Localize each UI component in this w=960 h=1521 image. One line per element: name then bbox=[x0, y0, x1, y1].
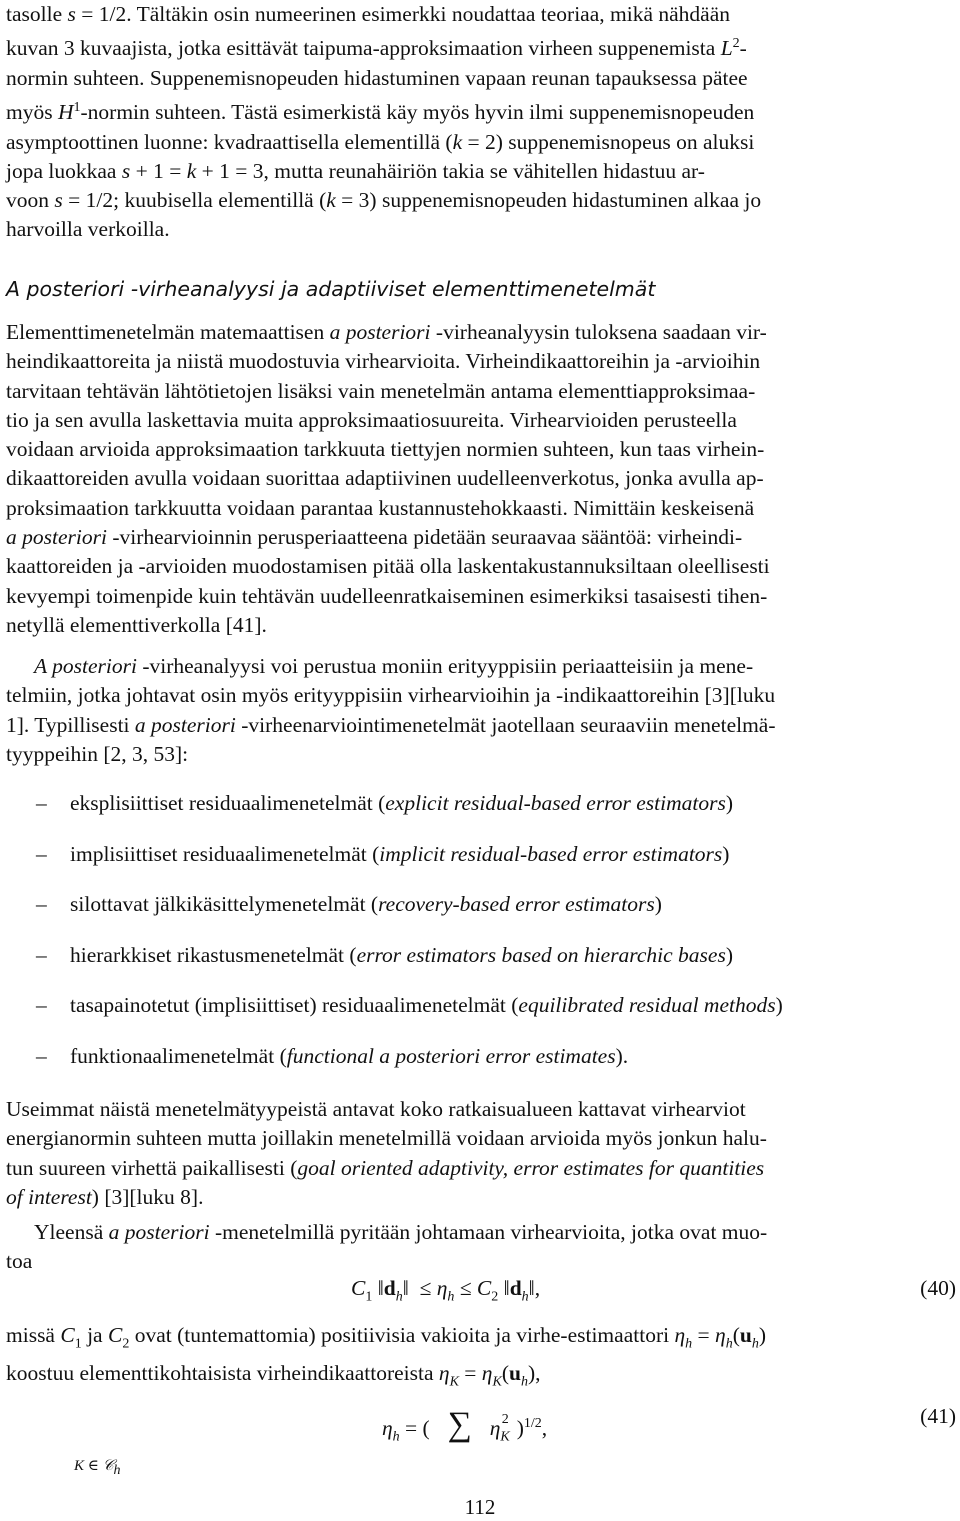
equation-body: $C_1$ $‖d_h‖ \le \eta_h \le C_2$ $‖d_h‖$, bbox=[351, 1276, 541, 1305]
list-item: – hierarkkiset rikastusmenetelmät (error estimators based on hierarchic bases) bbox=[36, 942, 734, 967]
page-number: 112 bbox=[464, 1495, 496, 1519]
equation-number: (41) bbox=[920, 1404, 956, 1428]
text-line: asymptoottinen luonne: kvadraattisella elementillä (k = 2) suppenemisnopeus on aluksi bbox=[6, 129, 755, 154]
method-list bbox=[36, 790, 956, 1094]
text-line: Elementtimenetelmän matemaattisen a posteriori -virheanalyysin tuloksena saadaan vir- bbox=[6, 320, 767, 344]
equation-40 bbox=[6, 1272, 956, 1312]
text-line: energianormin suhteen mutta joillakin menetelmillä voidaan arvioida myös jonkun halu- bbox=[6, 1126, 767, 1151]
paragraph-intro bbox=[6, 0, 956, 245]
equation-body: $\eta_h$ = ( ∑ $\eta_K^2$ )$^{1/2}$, bbox=[382, 1406, 548, 1445]
sum-subscript: K ∈ 𝒞$_h$ bbox=[74, 1458, 121, 1478]
list-item: – tasapainotetut (implisiittiset) residuaalimenetelmät (equilibrated residual methods) bbox=[36, 993, 783, 1018]
equation-number: (40) bbox=[920, 1276, 956, 1300]
text-line: voidaan arvioida approksimaation tarkkuuta tiettyjen normien suhteen, kun taas virhein- bbox=[6, 437, 765, 462]
text-line: Yleensä a posteriori -menetelmillä pyritään johtamaan virhearvioita, jotka ovat muo- bbox=[34, 1220, 768, 1244]
text-line: koostuu elementtikohtaisista virheindikaattoreista $\eta_K = \eta_K(u_h)$, bbox=[6, 1360, 541, 1389]
text-line: telmiin, jotka johtavat osin myös erityyppisiin virhearvioihin ja -indikaattoreihin [3][luku bbox=[6, 683, 776, 708]
text-line: kuvan 3 kuvaajista, jotka esittävät taipuma-approksimaation virheen suppenemista $L^2-$ bbox=[6, 36, 747, 61]
paragraph-energy-norm bbox=[6, 1095, 956, 1212]
paragraph-a-posteriori bbox=[6, 318, 956, 640]
text-line: toa bbox=[6, 1249, 33, 1274]
list-item: – eksplisiittiset residuaalimenetelmät (explicit residual-based error estimators) bbox=[36, 791, 734, 815]
text-line: of interest) [3][luku 8]. bbox=[6, 1184, 204, 1209]
text-line: kaattoreiden ja -arvioiden muodostamisen pitää olla laskentakustannuksiltaan oleellisesti bbox=[6, 554, 770, 579]
text-line: kevyempi toimenpide kuin tehtävän uudelleenratkaiseminen esimerkiksi tasaisesti tihen- bbox=[6, 583, 768, 608]
text-line: normin suhteen. Suppenemisnopeuden hidastuminen vapaan reunan tapauksessa pätee bbox=[6, 65, 748, 90]
text-line: dikaattoreiden avulla voidaan suorittaa adaptiivinen uudelleenverkotus, jonka avulla ap- bbox=[6, 466, 764, 491]
text-line: tio ja sen avulla laskettavia muita approksimaatiosuureita. Virhearvioiden perusteella bbox=[6, 407, 737, 432]
text-line: a posteriori -virhearvioinnin perusperiaatteena pidetään seuraavaa sääntöä: virheindi- bbox=[6, 525, 743, 550]
text-line: missä $C_1$ ja $C_2$ ovat (tuntemattomia) positiivisia vakioita ja virhe-estimaattori $\eta_h = \eta_h(u_h)$ bbox=[6, 1323, 766, 1352]
text-line: proksimaation tarkkuutta voidaan parantaa kustannustehokkaasti. Nimittäin keskeisenä bbox=[6, 495, 755, 520]
list-item: – implisiittiset residuaalimenetelmät (implicit residual-based error estimators) bbox=[36, 841, 730, 866]
text-line: A posteriori -virheanalyysi voi perustua moniin erityyppisiin periaatteisiin ja mene- bbox=[34, 654, 754, 678]
text-line: voon s = 1/2; kuubisella elementillä (k = 3) suppenemisnopeuden hidastuminen alkaa jo bbox=[6, 188, 762, 213]
text-line: netyllä elementtiverkolla [41]. bbox=[6, 612, 267, 637]
text-line: tun suureen virhettä paikallisesti (goal oriented adaptivity, error estimates for quantities bbox=[6, 1155, 765, 1180]
text-line: Useimmat näistä menetelmätyypeistä antavat koko ratkaisualueen kattavat virhearviot bbox=[6, 1097, 746, 1121]
text-line: harvoilla verkoilla. bbox=[6, 217, 170, 242]
section-heading: A posteriori -virheanalyysi ja adaptiiviset elementtimenetelmät bbox=[6, 277, 656, 301]
text-line: myös $H^1$-normin suhteen. Tästä esimerkistä käy myös hyvin ilmi suppenemisnopeuden bbox=[6, 100, 755, 125]
text-line: 1]. Typillisesti a posteriori -virheenarviointimenetelmät jaotellaan seuraaviin menetelmä- bbox=[6, 712, 776, 737]
text-line: heindikaattoreita ja niistä muodostuvia virhearvioita. Virheindikaattoreihin ja -arvioihin bbox=[6, 349, 761, 374]
list-item: – silottavat jälkikäsittelymenetelmät (recovery-based error estimators) bbox=[36, 892, 662, 917]
equation-41 bbox=[6, 1400, 956, 1480]
text-line: tasolle s = 1/2. Tältäkin osin numeerinen esimerkki noudattaa teoriaa, mikä nähdään bbox=[6, 2, 731, 26]
text-line: tyyppeihin [2, 3, 53]: bbox=[6, 741, 189, 766]
paragraph-methods-intro bbox=[6, 652, 956, 769]
text-line: jopa luokkaa s + 1 = k + 1 = 3, mutta reunahäiriön takia se vähitellen hidastuu ar- bbox=[6, 158, 705, 183]
paragraph-general-form bbox=[6, 1218, 956, 1277]
list-item: – funktionaalimenetelmät (functional a posteriori error estimates). bbox=[36, 1043, 629, 1068]
paragraph-estimator bbox=[6, 1321, 956, 1396]
text-line: tarvitaan tehtävän lähtötietojen lisäksi vain menetelmän antama elementtiapproksimaa- bbox=[6, 378, 756, 403]
